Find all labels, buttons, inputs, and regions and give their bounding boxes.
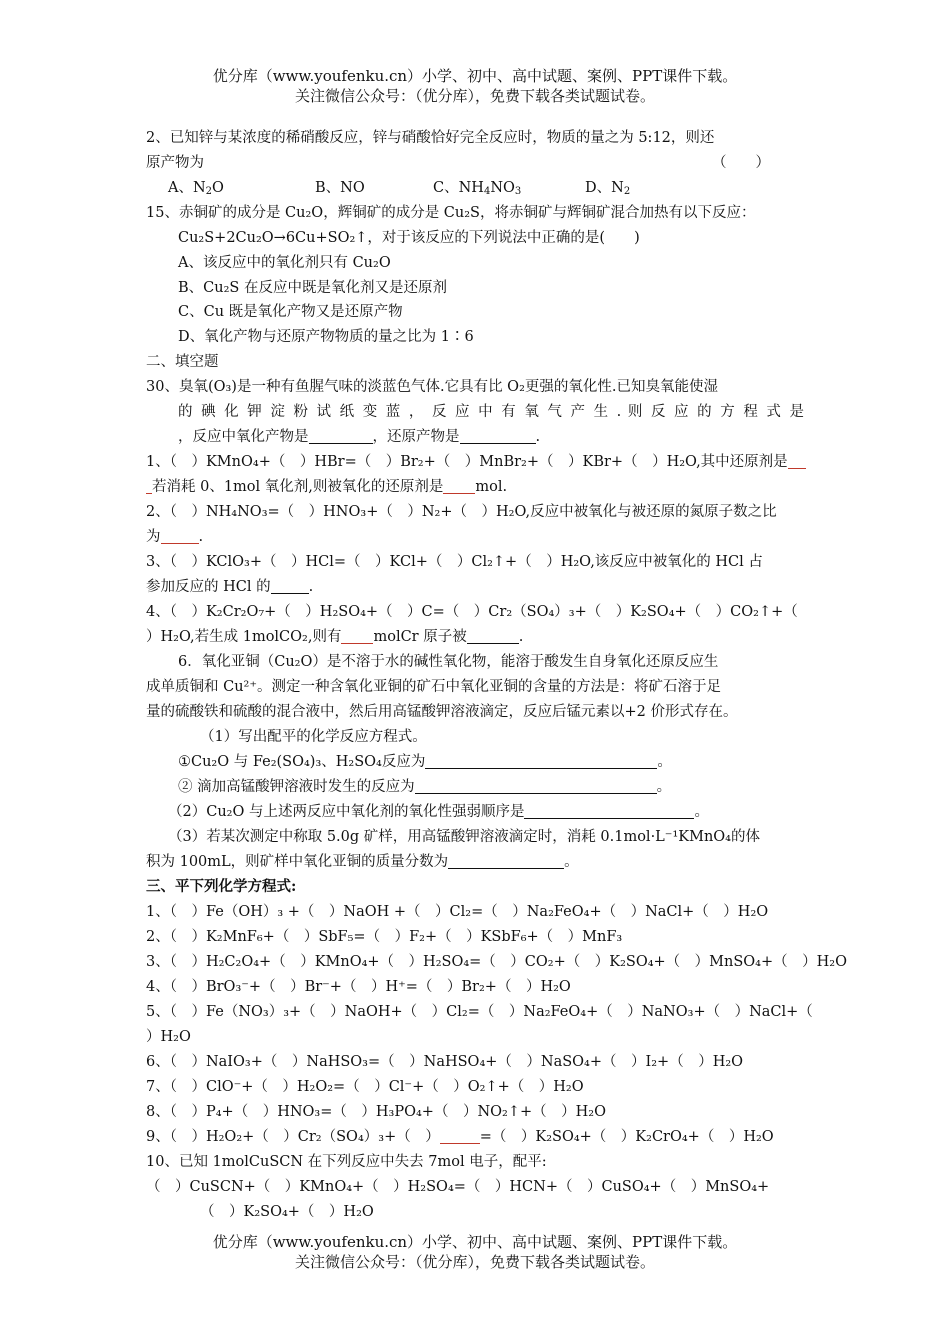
q6-part-1: （1）写出配平的化学反应方程式。 — [200, 729, 427, 745]
q15-option-a: A、该反应中的氧化剂只有 Cu₂O — [178, 255, 391, 271]
f3-line-2: 参加反应的 HCl 的 . — [146, 579, 314, 595]
eq-10-line-2: （ ）CuSCN+（ ）KMnO₄+（ ）H₂SO₄=（ ）HCN+（ ）CuSO₄+（ ）MnSO₄+ — [146, 1179, 770, 1195]
eq-2: 2、（ ）K₂MnF₆+（ ）SbF₅=（ ）F₂+（ ）KSbF₆+（ ）MnF₃ — [146, 929, 623, 945]
q6-blank-equation-2[interactable] — [415, 779, 657, 794]
eq-6: 6、（ ）NaIO₃+（ ）NaHSO₃=（ ）NaHSO₄+（ ）NaSO₄+（ ）I₂+（ ）H₂O — [146, 1054, 744, 1070]
q30-line-2: 的 碘 化 钾 淀 粉 试 纸 变 蓝 ， 反 应 中 有 氧 气 产 生 . 则 反 应 的 方 程 式 是 — [178, 404, 804, 420]
f4-line-2: ）H₂O,若生成 1molCO₂,则有 molCr 原子被 . — [146, 629, 524, 645]
eq-8: 8、（ ）P₄+（ ）HNO₃=（ ）H₃PO₄+（ ）NO₂↑+（ ）H₂O — [146, 1104, 606, 1120]
eq-9: 9、（ ）H₂O₂+（ ）Cr₂（SO₄）₃+（ ） =（ ）K₂SO₄+（ ）K₂CrO₄+（ ）H₂O — [146, 1129, 774, 1145]
eq-4: 4、（ ）BrO₃⁻+（ ）Br⁻+（ ）H⁺=（ ）Br₂+（ ）H₂O — [146, 979, 571, 995]
f3-blank-fraction[interactable] — [271, 579, 309, 594]
q2-answer-paren: （ ） — [712, 155, 770, 171]
q2-stem-end: 原产物为 — [146, 155, 204, 171]
f4-blank-mol[interactable] — [341, 629, 373, 644]
header-line-1: 优分库（www.youfenku.cn）小学、初中、高中试题、案例、PPT课件下载。 — [212, 67, 738, 85]
q6-part-2: （2）Cu₂O 与上述两反应中氧化剂的氧化性强弱顺序是 。 — [168, 804, 709, 820]
f1-blank-mol[interactable] — [443, 479, 475, 494]
eq-7: 7、（ ）ClO⁻+（ ）H₂O₂=（ ）Cl⁻+（ ）O₂↑+（ ）H₂O — [146, 1079, 584, 1095]
q6-part-1a: ①Cu₂O 与 Fe₂(SO₄)₃、H₂SO₄反应为 。 — [178, 754, 672, 770]
f1-line-1: 1、（ ）KMnO₄+（ ）HBr=（ ）Br₂+（ ）MnBr₂+（ ）KBr+（ ）H₂O,其中还原剂是 — [146, 452, 812, 472]
q2-line-2 — [146, 153, 812, 173]
q2-option-b: B、NO — [315, 180, 365, 196]
q6-part-3: （3）若某次测定中称取 5.0g 矿样，用高锰酸钾溶液滴定时，消耗 0.1mol·L⁻¹KMnO₄的体 — [168, 829, 760, 845]
q6-line-2: 成单质铜和 Cu²⁺。测定一种含氧化亚铜的矿石中氧化亚铜的含量的方法是：将矿石溶于足 — [146, 679, 722, 695]
header-line-2: 关注微信公众号：（优分库），免费下载各类试题试卷。 — [294, 87, 655, 105]
q2-option-c: C、$NH_4NO_3$ — [433, 180, 522, 197]
f2-blank-ratio[interactable] — [161, 529, 199, 544]
footer-line-1: 优分库（www.youfenku.cn）小学、初中、高中试题、案例、PPT课件下载。 — [212, 1233, 738, 1251]
eq-10-line-3: （ ）K₂SO₄+（ ）H₂O — [200, 1204, 374, 1220]
q2-line-1: 2、已知锌与某浓度的稀硝酸反应，锌与硝酸恰好完全反应时，物质的量之为 5:12，则还 — [146, 130, 715, 146]
eq-1: 1、（ ）Fe（OH）₃ +（ ）NaOH +（ ）Cl₂=（ ）Na₂FeO₄+（ ）NaCl+（ ）H₂O — [146, 904, 769, 920]
q2-option-d: D、$N_2$ — [585, 180, 631, 197]
q6-part-3b: 积为 100mL，则矿样中氧化亚铜的质量分数为 。 — [146, 854, 579, 870]
f1-blank-reductant[interactable] — [788, 454, 806, 469]
f4-line-1: 4、（ ）K₂Cr₂O₇+（ ）H₂SO₄+（ ）C=（ ）Cr₂（SO₄）₃+（ ）K₂SO₄+（ ）CO₂↑+（ — [146, 604, 798, 620]
q30-line-1: 30、臭氧(O₃)是一种有鱼腥气味的淡蓝色气体.它具有比 O₂更强的氧化性.已知臭氧能使湿 — [146, 379, 718, 395]
q30-blank-oxidation-product[interactable] — [309, 429, 373, 444]
q6-blank-order[interactable] — [524, 804, 694, 819]
f1-line-2: 若消耗 0、1mol 氧化剂,则被氧化的还原剂是 mol. — [146, 477, 812, 497]
q30-line-3: ，反应中氧化产物是 ，还原产物是 . — [178, 429, 541, 445]
q6-blank-equation-1[interactable] — [425, 754, 657, 769]
footer-line-2: 关注微信公众号：（优分库），免费下载各类试题试卷。 — [294, 1253, 655, 1271]
q2-option-a: A、$N_2O$ — [168, 180, 224, 197]
q30-blank-reduction-product[interactable] — [460, 429, 536, 444]
section-2-heading: 二、填空题 — [146, 354, 219, 370]
q6-line-1: 6．氧化亚铜（Cu₂O）是不溶于水的碱性氧化物，能溶于酸发生自身氧化还原反应生 — [178, 654, 719, 670]
q15-line-2: Cu₂S+2Cu₂O→6Cu+SO₂↑，对于该反应的下列说法中正确的是( ) — [178, 230, 640, 246]
f2-line-1: 2、（ ）NH₄NO₃=（ ）HNO₃+（ ）N₂+（ ）H₂O,反应中被氧化与被还原的氮原子数之比 — [146, 504, 777, 520]
eq-5: 5、（ ）Fe（NO₃）₃+（ ）NaOH+（ ）Cl₂=（ ）Na₂FeO₄+（ ）NaNO₃+（ ）NaCl+（ — [146, 1004, 813, 1020]
f2-line-2: 为 . — [146, 529, 204, 545]
q15-option-b: B、Cu₂S 在反应中既是氧化剂又是还原剂 — [178, 280, 447, 296]
q6-line-3: 量的硫酸铁和硫酸的混合液中，然后用高锰酸钾溶液滴定，反应后锰元素以+2 价形式存在。 — [146, 704, 738, 720]
q15-option-c: C、Cu 既是氧化产物又是还原产物 — [178, 304, 403, 320]
q15-option-d: D、氧化产物与还原产物物质的量之比为 1∶6 — [178, 329, 474, 345]
f4-blank-state[interactable] — [467, 629, 519, 644]
eq-3: 3、（ ）H₂C₂O₄+（ ）KMnO₄+（ ）H₂SO₄=（ ）CO₂+（ ）K₂SO₄+（ ）MnSO₄+（ ）H₂O — [146, 954, 847, 970]
section-3-heading: 三、平下列化学方程式: — [146, 878, 297, 895]
q15-line-1: 15、赤铜矿的成分是 Cu₂O，辉铜矿的成分是 Cu₂S，将赤铜矿与辉铜矿混合加热有以下反应： — [146, 205, 756, 221]
eq-5-cont: ）H₂O — [146, 1029, 191, 1045]
eq-9-blank[interactable] — [440, 1129, 480, 1144]
q6-blank-mass-fraction[interactable] — [448, 854, 564, 869]
f3-line-1: 3、（ ）KClO₃+（ ）HCl=（ ）KCl+（ ）Cl₂↑+（ ）H₂O,该反应中被氧化的 HCl 占 — [146, 554, 763, 570]
q6-part-1b: ② 滴加高锰酸钾溶液时发生的反应为 。 — [178, 779, 672, 795]
eq-10: 10、已知 1molCuSCN 在下列反应中失去 7mol 电子，配平: — [146, 1154, 547, 1170]
